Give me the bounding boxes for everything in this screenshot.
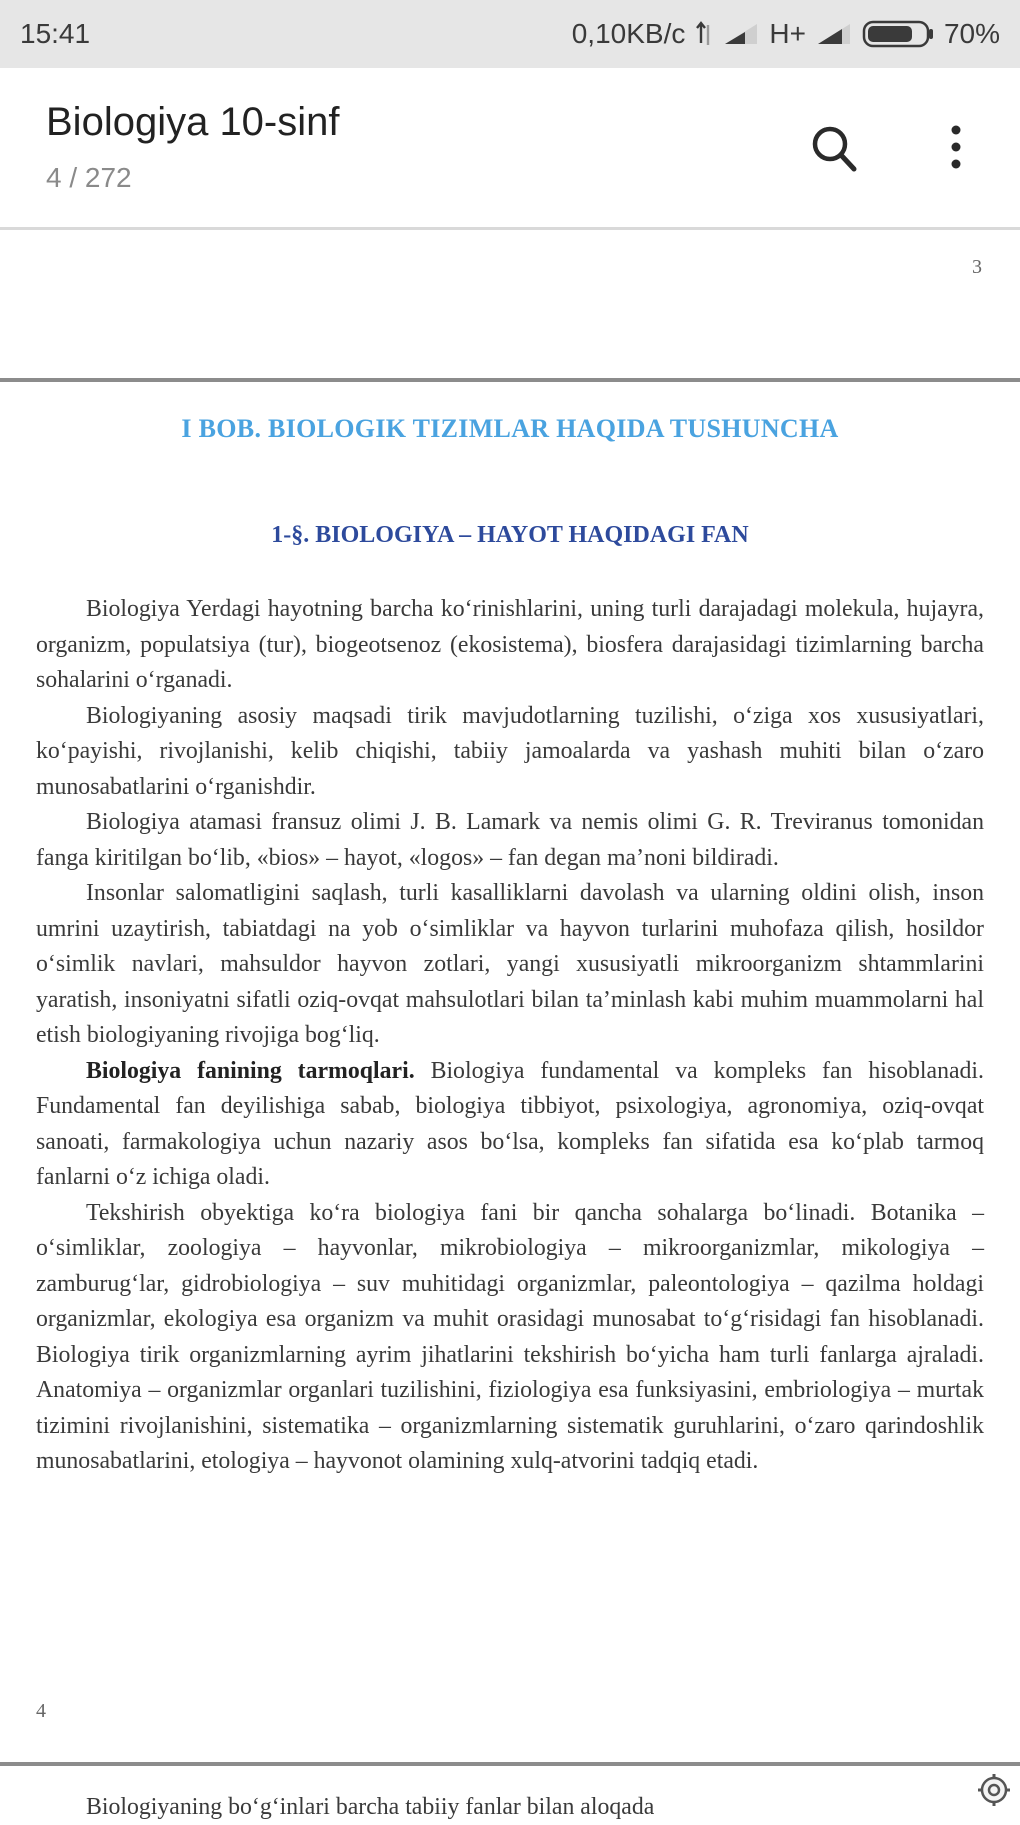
page-counter: 4 / 272 [46, 162, 132, 193]
search-button[interactable] [802, 114, 872, 184]
page-number-bottom: 4 [36, 1700, 46, 1722]
chapter-title: I BOB. BIOLOGIK TIZIMLAR HAQIDA TUSHUNCHA [181, 414, 839, 443]
more-vert-icon [930, 114, 980, 184]
signal-icon [723, 22, 759, 46]
document-page-current [0, 382, 1020, 1766]
app-bar [0, 68, 1020, 230]
battery-icon [862, 19, 934, 49]
paragraph: Biologiyaning asosiy maqsadi tirik mavjudotlarning tuzilishi, o‘ziga xos xususiyatlari, ko‘payishi, rivojlanishi, kelib chiqishi, tabiiy jamoalarda va yashash muhiti bilan o‘zaro munosabatlarini o‘rganishdir. [36, 702, 984, 800]
next-page-text: Biologiyaning bo‘g‘inlari barcha tabiiy fanlar bilan aloqada [86, 1794, 655, 1820]
section-title: 1-§. BIOLOGIYA – HAYOT HAQIDAGI FAN [271, 522, 749, 548]
paragraph: Tekshirish obyektiga ko‘ra biologiya fani bir qancha sohalarga bo‘linadi. Botanika – o‘simliklar, zoologiya – hayvonlar, mikrobiologiya – mikroorganizmlar, mikologiya – zamburug‘lar, gidrobiologiya – suv muhitidagi organizmlar, paleontologiya – qazilma holdagi organizmlar, ekologiya esa organizm va muhit orasidagi munosabat to‘g‘risidagi fan hisoblanadi. Biologiya tirik organizmlarning ayrim jihatlarini tekshirish bo‘yicha ham turli fanlarga ajraladi. Anatomiya – organizmlar organlari tuzilishini, fiziologiya esa funksiyasini, embriologiya – murtak tizimini rivojlanishini, sistematika – organizmlarning sistematik guruhlarini, o‘zaro qarindoshlik munosabatlarini, etologiya – hayvonot olamining xulq-atvorini tadqiq etadi. [36, 1199, 984, 1474]
network-type: H+ [769, 18, 806, 49]
status-right [572, 18, 1000, 50]
paragraph: Insonlar salomatligini saqlash, turli kasalliklarni davolash va ularning oldini olish, inson umrini uzaytirish, tabiatdagi na yob o‘simliklar va hayvon turlarini muhofaza qilish, hosildor o‘simlik navlari, mahsuldor hayvon zotlari, yangi xususiyatli mikroorganizm shtammlarini yaratish, insoniyatni sifatli oziq-ovqat mahsulotlari bilan ta’minlash kabi muhim muammolarni hal etish biologiyaning rivojiga bog‘liq. [36, 880, 984, 1048]
document-title: Biologiya 10-sinf [46, 100, 340, 144]
data-transfer-icon [695, 21, 713, 47]
battery-level: 70% [943, 18, 1000, 49]
network-speed: 0,10KB/c [571, 18, 686, 49]
paragraph-branches [36, 1054, 984, 1196]
branches-heading: Biologiya fanining tarmoqlari. [86, 1057, 415, 1084]
branches-text: Biologiya fundamental va kompleks fan hisoblanadi. Fundamental fan deyilishiga sabab, biologiya tibbiyot, psixologiya, agronomiya, oziq-ovqat sanoati, farmakologiya uchun nazariy asos bo‘lsa, kompleks fan sifatida esa ko‘plab tarmoq fanlarni o‘z ichiga oladi. [36, 1057, 984, 1190]
page-body [36, 592, 984, 1480]
paragraph: Biologiya Yerdagi hayotning barcha ko‘rinishlarini, uning turli darajadagi molekula, hujayra, organizm, populatsiya (tur), biogeotsenoz (ekosistema), biosfera darajasidagi tizimlarning barcha sohalarini o‘rganadi. [36, 596, 984, 693]
status-time: 15:41 [20, 18, 91, 49]
document-page-previous [0, 230, 1020, 382]
page-number-top: 3 [972, 256, 982, 278]
settings-gear-icon[interactable] [976, 1772, 1012, 1808]
status-bar [0, 0, 1020, 68]
signal-icon-2 [816, 22, 852, 46]
document-page-next [0, 1766, 1020, 1819]
paragraph: Biologiya atamasi fransuz olimi J. B. Lamark va nemis olimi G. R. Treviranus tomonidan fanga kiritilgan bo‘lib, «bios» – hayot, «logos» – fan degan ma’noni bildiradi. [36, 809, 984, 871]
more-options-button[interactable] [930, 114, 980, 184]
search-icon [802, 114, 872, 184]
